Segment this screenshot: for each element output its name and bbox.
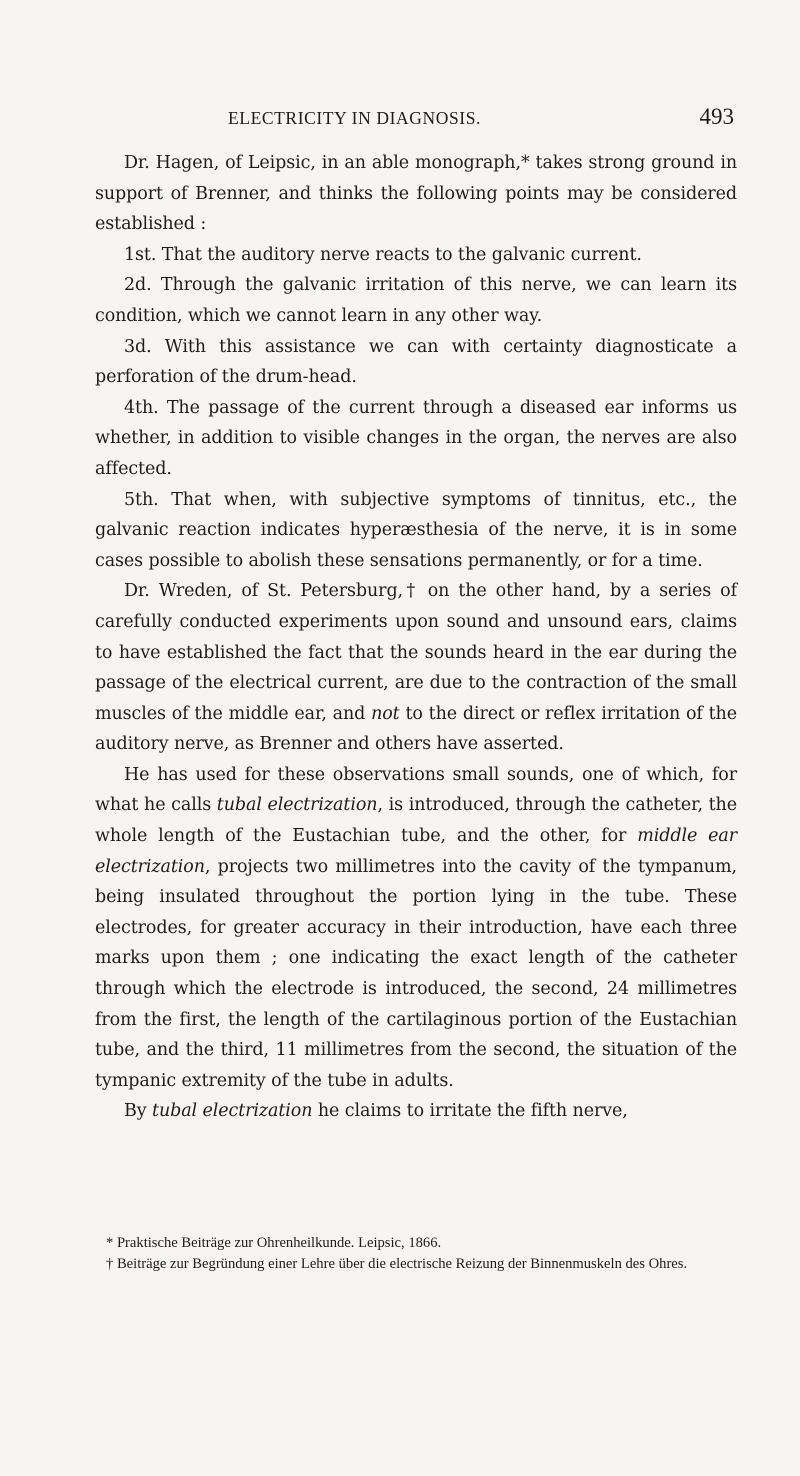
footnotes	[95, 1233, 737, 1274]
running-title: ELECTRICITY IN DIAGNOSIS.	[228, 108, 482, 128]
paragraph: 3d. With this assistance we can with certainty diagnosticate a perforation of the drum-head.	[95, 336, 737, 388]
paragraph: He has used for these observations small sounds, one of which, for what he calls tubal electrization, is introduced, through the catheter, the whole length of the Eustachian tube, and the other, for middle ear electrization, projects two millimetres into the cavity of the tympanum, being insulated throughout the portion lying in the tube. These electrodes, for greater accuracy in their introduction, have each three marks upon them ; one indicating the exact length of the catheter through which the electrode is introduced, the second, 24 millimetres from the first, the length of the cartilaginous portion of the Eustachian tube, and the third, 11 millimetres from the second, the situation of the tympanic extremity of the tube in adults.	[95, 764, 737, 1091]
paragraph: 5th. That when, with subjective symptoms of tinnitus, etc., the galvanic reaction indicates hyperæsthesia of the nerve, it is in some cases possible to abolish these sensations permanently, or for a time.	[95, 489, 737, 571]
page-number: 493	[699, 104, 734, 129]
paragraph: By tubal electrization he claims to irritate the fifth nerve,	[124, 1101, 628, 1122]
running-head	[212, 104, 734, 140]
footnote: * Praktische Beiträge zur Ohrenheilkunde. Leipsic, 1866.	[106, 1235, 442, 1251]
paragraph: 2d. Through the galvanic irritation of this nerve, we can learn its condition, which we cannot learn in any other way.	[95, 275, 737, 326]
body-text	[95, 148, 737, 1127]
footnote: † Beiträge zur Begründung einer Lehre über die electrische Reizung der Binnenmuskeln des Ohres.	[106, 1255, 688, 1272]
paragraph: 4th. The passage of the current through a diseased ear informs us whether, in addition to visible changes in the organ, the nerves are also affected.	[95, 397, 737, 479]
paragraph: Dr. Hagen, of Leipsic, in an able monograph,* takes strong ground in support of Brenner, and thinks the following points may be considered established :	[95, 153, 737, 235]
paragraph: Dr. Wreden, of St. Petersburg,† on the other hand, by a series of carefully conducted experiments upon sound and unsound ears, claims to have established the fact that the sounds heard in the ear during the passage of the electrical current, are due to the contraction of the small muscles of the middle ear, and not to the direct or reflex irritation of the auditory nerve, as Brenner and others have asserted.	[95, 581, 737, 755]
paragraph: 1st. That the auditory nerve reacts to the galvanic current.	[124, 244, 642, 265]
